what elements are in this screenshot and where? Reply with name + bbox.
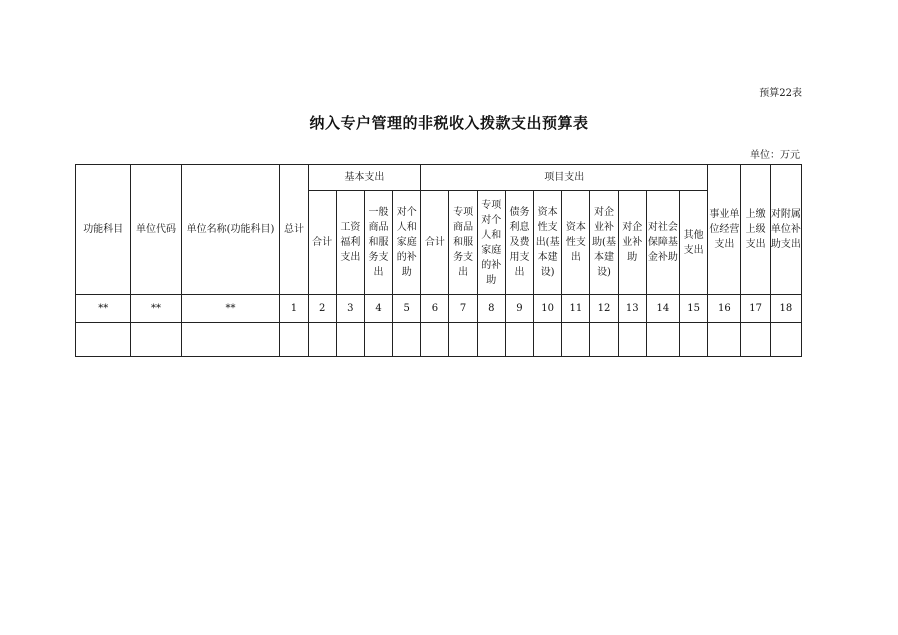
blank-cell	[477, 323, 505, 357]
index-cell: 10	[534, 295, 562, 323]
blank-cell	[421, 323, 449, 357]
index-cell: **	[181, 295, 280, 323]
header-affiliated: 对附属单位补助支出	[770, 165, 801, 295]
header-social-fund: 对社会保障基金补助	[646, 191, 679, 295]
header-special-personal: 专项对个人和家庭的补助	[477, 191, 505, 295]
index-cell: 7	[449, 295, 477, 323]
header-project-group: 项目支出	[421, 165, 708, 191]
header-total: 总计	[280, 165, 308, 295]
header-enterprise-construction: 对企业补助(基本建设)	[590, 191, 618, 295]
header-basic-group: 基本支出	[308, 165, 421, 191]
index-cell: 2	[308, 295, 336, 323]
header-upper: 上缴上级支出	[741, 165, 770, 295]
header-capital-construction: 资本性支出(基本建设)	[534, 191, 562, 295]
form-number: 预算22表	[759, 88, 802, 99]
blank-cell	[708, 323, 741, 357]
blank-cell	[646, 323, 679, 357]
index-cell: **	[131, 295, 181, 323]
blank-cell	[308, 323, 336, 357]
index-cell: 1	[280, 295, 308, 323]
blank-cell	[618, 323, 646, 357]
index-cell: 12	[590, 295, 618, 323]
header-special-goods: 专项商品和服务支出	[449, 191, 477, 295]
header-capital: 资本性支出	[562, 191, 590, 295]
blank-cell	[590, 323, 618, 357]
unit-label: 单位：万元	[750, 150, 800, 161]
index-cell: **	[76, 295, 131, 323]
index-cell: 8	[477, 295, 505, 323]
header-personal: 对个人和家庭的补助	[393, 191, 421, 295]
blank-cell	[336, 323, 364, 357]
header-unit-name: 单位名称(功能科目)	[181, 165, 280, 295]
header-goods: 一般商品和服务支出	[364, 191, 392, 295]
blank-cell	[181, 323, 280, 357]
header-other: 其他支出	[680, 191, 708, 295]
blank-cell	[534, 323, 562, 357]
index-cell: 18	[770, 295, 801, 323]
header-debt: 债务利息及费用支出	[505, 191, 533, 295]
blank-cell	[770, 323, 801, 357]
blank-cell	[562, 323, 590, 357]
header-basic-subtotal: 合计	[308, 191, 336, 295]
index-cell: 11	[562, 295, 590, 323]
index-cell: 6	[421, 295, 449, 323]
blank-cell	[505, 323, 533, 357]
header-row-groups	[76, 165, 802, 191]
blank-cell	[449, 323, 477, 357]
header-wages: 工资福利支出	[336, 191, 364, 295]
index-cell: 16	[708, 295, 741, 323]
header-enterprise: 对企业补助	[618, 191, 646, 295]
index-cell: 9	[505, 295, 533, 323]
header-unit-code: 单位代码	[131, 165, 181, 295]
index-cell: 15	[680, 295, 708, 323]
blank-cell	[364, 323, 392, 357]
blank-cell	[131, 323, 181, 357]
index-cell: 13	[618, 295, 646, 323]
index-row	[76, 295, 802, 323]
index-cell: 17	[741, 295, 770, 323]
header-project-subtotal: 合计	[421, 191, 449, 295]
page-title: 纳入专户管理的非税收入拨款支出预算表	[309, 114, 589, 132]
header-func-subject: 功能科目	[76, 165, 131, 295]
index-cell: 14	[646, 295, 679, 323]
blank-data-row	[76, 323, 802, 357]
blank-cell	[280, 323, 308, 357]
index-cell: 4	[364, 295, 392, 323]
index-cell: 3	[336, 295, 364, 323]
blank-cell	[393, 323, 421, 357]
budget-table	[75, 164, 802, 357]
blank-cell	[76, 323, 131, 357]
header-business: 事业单位经营支出	[708, 165, 741, 295]
index-cell: 5	[393, 295, 421, 323]
blank-cell	[741, 323, 770, 357]
blank-cell	[680, 323, 708, 357]
